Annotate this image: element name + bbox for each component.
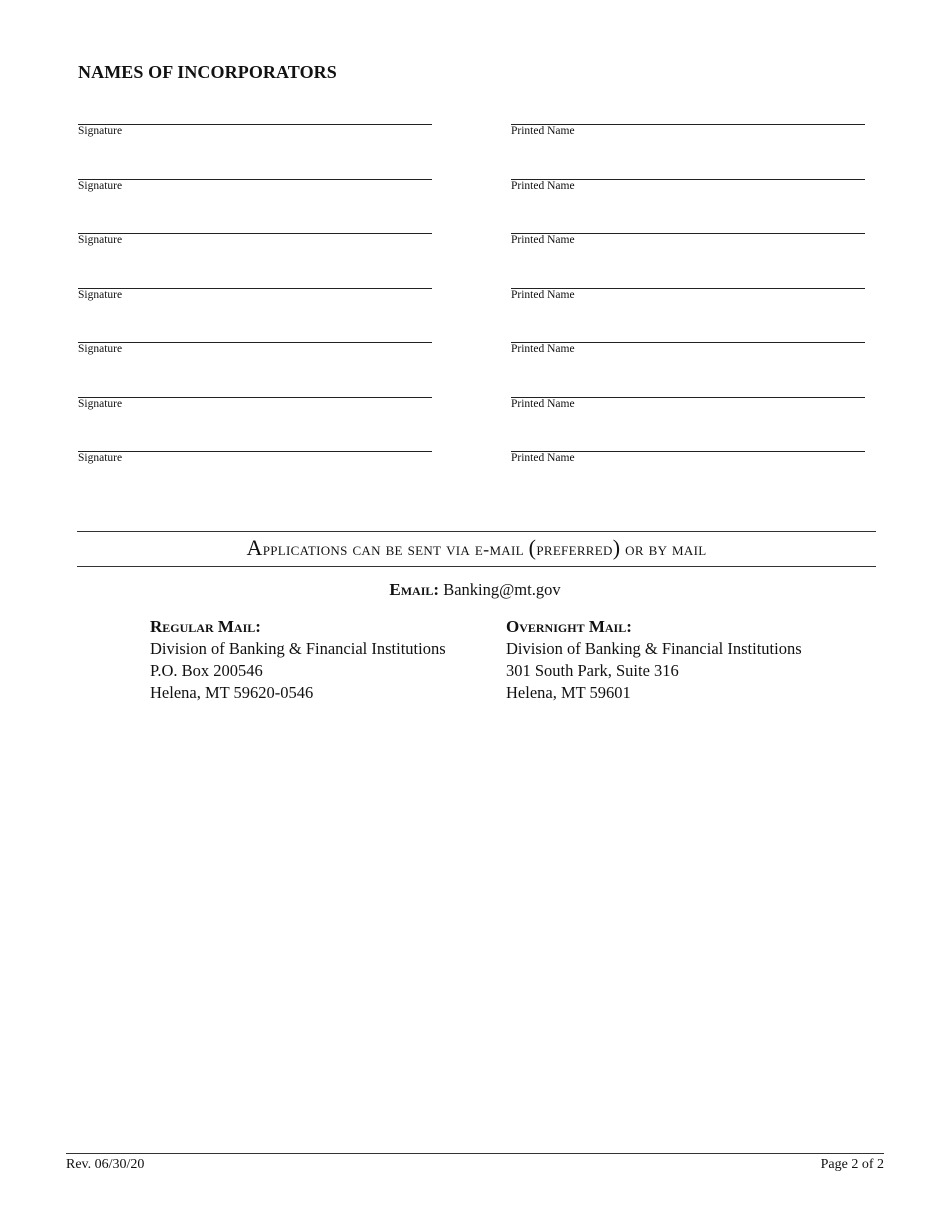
signature-label: Signature <box>78 125 123 137</box>
submission-banner <box>77 531 876 567</box>
submission-title-paren-close: ) <box>612 535 621 560</box>
overnight-mail-address <box>506 616 802 704</box>
printed-name-label: Printed Name <box>511 452 575 464</box>
printed-name-line[interactable] <box>511 288 865 301</box>
signature-line[interactable] <box>78 288 432 301</box>
signature-line[interactable] <box>78 342 432 355</box>
signature-row <box>78 179 868 199</box>
signature-line[interactable] <box>78 397 432 410</box>
printed-name-label: Printed Name <box>511 180 575 192</box>
submission-title <box>247 535 707 561</box>
email-line <box>0 580 950 600</box>
signature-row <box>78 233 868 253</box>
address-line: P.O. Box 200546 <box>150 661 263 680</box>
signature-label: Signature <box>78 289 123 301</box>
printed-name-line[interactable] <box>511 179 865 192</box>
printed-name-label: Printed Name <box>511 234 575 246</box>
address-line: Helena, MT 59601 <box>506 683 631 702</box>
printed-name-label: Printed Name <box>511 398 575 410</box>
submission-title-paren-open: ( <box>528 535 537 560</box>
page-footer <box>66 1153 884 1176</box>
printed-name-line[interactable] <box>511 342 865 355</box>
signature-line[interactable] <box>78 233 432 246</box>
address-line: 301 South Park, Suite 316 <box>506 661 679 680</box>
section-title: NAMES OF INCORPORATORS <box>78 62 337 82</box>
printed-name-label: Printed Name <box>511 125 575 137</box>
signature-label: Signature <box>78 452 123 464</box>
address-line: Division of Banking & Financial Institutions <box>506 639 802 658</box>
signature-label: Signature <box>78 398 123 410</box>
signature-row <box>78 124 868 144</box>
page-number: Page 2 of 2 <box>820 1157 884 1172</box>
signature-line[interactable] <box>78 124 432 137</box>
signature-label: Signature <box>78 180 123 192</box>
signature-row <box>78 288 868 308</box>
signature-row <box>78 342 868 362</box>
signature-label: Signature <box>78 343 123 355</box>
email-label: Email: <box>389 580 440 599</box>
printed-name-line[interactable] <box>511 397 865 410</box>
signature-line[interactable] <box>78 179 432 192</box>
address-line: Helena, MT 59620-0546 <box>150 683 314 702</box>
printed-name-label: Printed Name <box>511 343 575 355</box>
signature-row <box>78 451 868 471</box>
submission-title-tail: or by mail <box>620 539 707 559</box>
address-line: Division of Banking & Financial Institutions <box>150 639 446 658</box>
signature-line[interactable] <box>78 451 432 464</box>
signature-label: Signature <box>78 234 123 246</box>
regular-mail-address <box>150 616 446 704</box>
printed-name-label: Printed Name <box>511 289 575 301</box>
email-link[interactable]: Banking@mt.gov <box>443 580 561 599</box>
submission-title-text: pplications can be sent via e-mail <box>262 539 529 559</box>
revision-date: Rev. 06/30/20 <box>66 1157 145 1172</box>
signature-row <box>78 397 868 417</box>
regular-mail-label: Regular Mail: <box>150 617 261 636</box>
printed-name-line[interactable] <box>511 124 865 137</box>
printed-name-line[interactable] <box>511 233 865 246</box>
submission-title-initial: A <box>246 535 263 560</box>
submission-title-preferred: preferred <box>536 539 613 559</box>
printed-name-line[interactable] <box>511 451 865 464</box>
overnight-mail-label: Overnight Mail: <box>506 617 632 636</box>
